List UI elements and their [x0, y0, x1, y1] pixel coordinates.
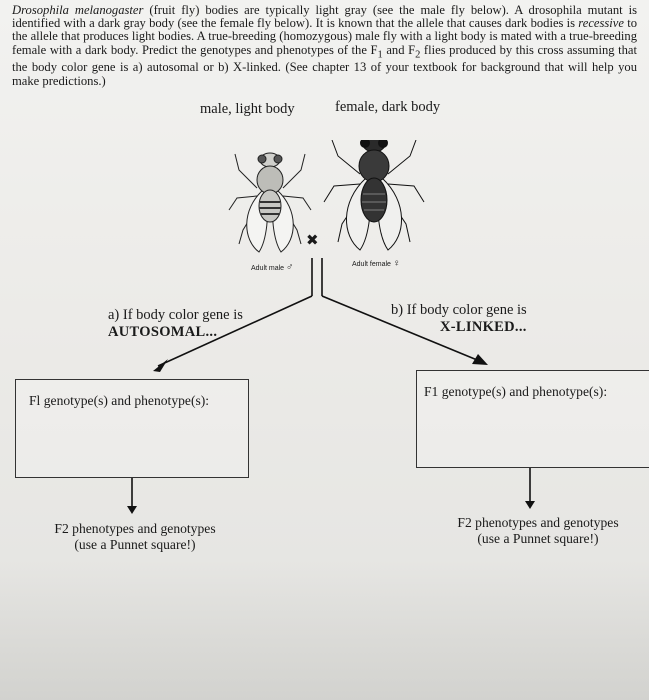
intro-text-3: flies produced by this cross assuming that the body color gene is a) autosomal or b) X-linked. (See chapter 13 of your textbook for background that will help you make predictions.): [12, 42, 637, 88]
species-name: Drosophila melanogaster: [12, 3, 144, 17]
branch-a-line1: a) If body color gene is: [108, 307, 243, 323]
arrow-f2-left-head: [127, 506, 137, 514]
cross-symbol-icon: ✖: [306, 231, 319, 249]
f2-left-line1: F2 phenotypes and genotypes: [54, 521, 216, 536]
branch-b-line1: b) If body color gene is: [391, 302, 527, 318]
f1-label-right: F1 genotype(s) and phenotype(s):: [424, 384, 608, 399]
branch-a-line2: AUTOSOMAL...: [108, 324, 218, 340]
recessive-word: recessive: [578, 16, 624, 31]
f2-right-line2: (use a Punnet square!): [477, 531, 599, 546]
f2-subscript: 2: [415, 49, 421, 61]
branch-b-label: [391, 302, 527, 336]
intro-and: and F: [382, 42, 416, 57]
arrow-f2-right-head: [525, 501, 535, 509]
f2-prompt-right: [452, 515, 624, 547]
f2-left-line2: (use a Punnet square!): [74, 537, 196, 552]
male-label: Adult male ♂: [251, 262, 294, 273]
arrow-left-head: [153, 359, 168, 372]
intro-text-2: to the allele that produces light bodies. A true-breeding (homozygous) male fly with a light body is mated with a true-breeding female with a dark body. Predict the genotypes and phenotypes of the F: [12, 16, 637, 57]
branch-b-line2: X-LINKED...: [440, 319, 527, 335]
female-caption: female, dark body: [335, 99, 441, 115]
branch-a-label: [108, 307, 243, 341]
f1-label-left: Fl genotype(s) and phenotype(s):: [29, 393, 210, 408]
intro-text-1: (fruit fly) bodies are typically light gray (see the male fly below). A drosophila mutant is identified with a dark gray body (see the female fly below). It is known that the allele that causes dark bodies is: [12, 3, 637, 31]
male-symbol-icon: ♂: [286, 262, 294, 273]
f2-right-line1: F2 phenotypes and genotypes: [457, 515, 619, 530]
female-symbol-icon: ♀: [392, 258, 401, 269]
f2-prompt-left: [50, 521, 220, 553]
male-caption: male, light body: [200, 101, 295, 117]
female-label: Adult female ♀: [352, 258, 401, 269]
f1-subscript: 1: [377, 49, 383, 61]
